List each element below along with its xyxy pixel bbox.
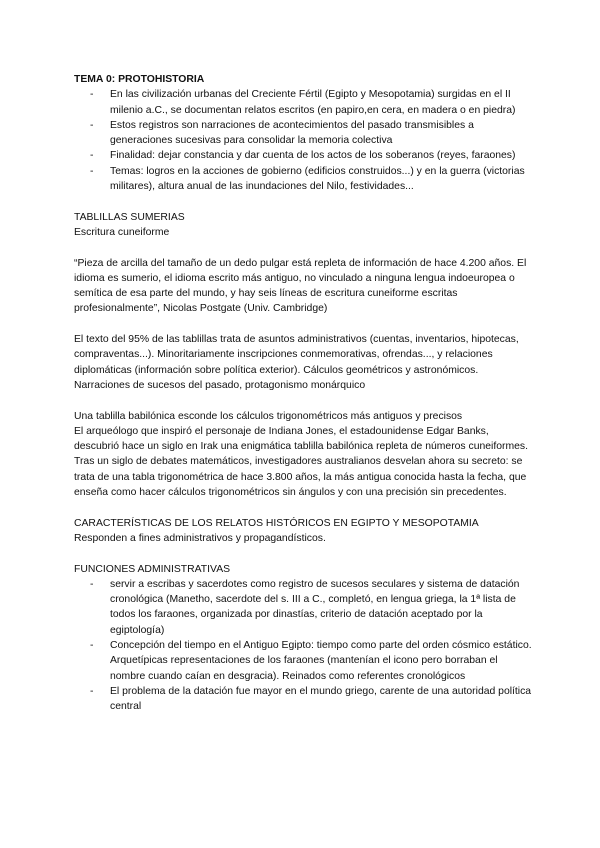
bullet-dash: - xyxy=(90,685,94,697)
section-subheading: Escritura cuneiforme xyxy=(74,226,170,238)
list-item xyxy=(74,684,534,715)
spacer xyxy=(74,194,534,209)
bullet-dash: - xyxy=(90,165,94,177)
list-item xyxy=(74,577,534,638)
list-item-text: Concepción del tiempo en el Antiguo Egipto: tiempo como parte del orden cósmico estático. Arquetípicas representaciones de los faraones (mantenían el icono pero borraban el nombre cuando caían en desgracia). Reinados como referentes cronológicos xyxy=(110,639,532,682)
spacer xyxy=(74,240,534,255)
list-item xyxy=(74,148,534,163)
bullet-dash: - xyxy=(90,119,94,131)
list-item-text: En las civilización urbanas del Creciente Fértil (Egipto y Mesopotamia) surgidas en el II milenio a.C., se documentan relatos escritos (en papiro,en cera, en madera o en piedra) xyxy=(110,89,516,116)
list-item xyxy=(74,638,534,684)
paragraph-narraciones: Narraciones de sucesos del pasado, protagonismo monárquico xyxy=(74,379,366,391)
document-page xyxy=(74,72,534,714)
spacer xyxy=(74,317,534,332)
funciones-bullet-list xyxy=(74,577,534,715)
paragraph-caracteristicas: Responden a fines administrativos y propagandísticos. xyxy=(74,532,326,544)
bullet-dash: - xyxy=(90,150,94,162)
bullet-dash: - xyxy=(90,578,94,590)
document-title: TEMA 0: PROTOHISTORIA xyxy=(74,74,205,85)
paragraph-texto: El texto del 95% de las tablillas trata de asuntos administrativos (cuentas, inventarios, hipotecas, compraventas...). Minoritariamente inscripciones conmemorativas, ofrendas..., y relaciones diplomáticas (información sobre política exterior). Cálculos geométricos y astronómicos. xyxy=(74,334,519,376)
list-item xyxy=(74,87,534,118)
section-heading-funciones: FUNCIONES ADMINISTRATIVAS xyxy=(74,563,231,575)
paragraph-babilonica-body: El arqueólogo que inspiró el personaje de Indiana Jones, el estadounidense Edgar Banks, descubrió hace un siglo en Irak una enigmática tablilla babilónica repleta de números cuneiformes. Tras un siglo de debates matemáticos, investigadores australianos desvelan ahora su secreto: se trata de una tabla trigonométrica de hace 3.800 años, la más antigua conocida hasta la fecha, que enseña como hacer cálculos trigonométricos sin ángulos y con una precisión sin precedentes. xyxy=(74,425,528,499)
list-item xyxy=(74,164,534,195)
paragraph-babilonica-title: Una tablilla babilónica esconde los cálculos trigonométricos más antiguos y precisos xyxy=(74,410,463,422)
spacer xyxy=(74,546,534,561)
list-item-text: Estos registros son narraciones de acontecimientos del pasado transmisibles a generaciones sucesivas para consolidar la memoria colectiva xyxy=(110,119,474,147)
list-item xyxy=(74,118,534,149)
spacer xyxy=(74,500,534,515)
list-item-text: Finalidad: dejar constancia y dar cuenta de los actos de los soberanos (reyes, faraones) xyxy=(110,150,516,162)
bullet-dash: - xyxy=(90,639,94,651)
section-heading-caracteristicas: CARACTERÍSTICAS DE LOS RELATOS HISTÓRICOS EN EGIPTO Y MESOPOTAMIA xyxy=(74,517,479,529)
list-item-text: El problema de la datación fue mayor en el mundo griego, carente de una autoridad política central xyxy=(110,685,532,713)
spacer xyxy=(74,393,534,408)
section-heading-tablillas: TABLILLAS SUMERIAS xyxy=(74,211,185,223)
list-item-text: Temas: logros en la acciones de gobierno (edificios construidos...) y en la guerra (victorias militares), altura anual de las inundaciones del Nilo, festividades... xyxy=(110,165,525,193)
intro-bullet-list xyxy=(74,87,534,194)
quote-paragraph: “Pieza de arcilla del tamaño de un dedo pulgar está repleta de información de hace 4.200 años. El idioma es sumerio, el idioma escrito más antiguo, no vinculado a ninguna lengua indoeuropea o semítica de esa parte del mundo, y hay seis líneas de escritura cuneiforme escritas profesionalmente”, Nicolas Postgate (Univ. Cambridge) xyxy=(74,257,527,315)
bullet-dash: - xyxy=(90,89,94,101)
list-item-text: servir a escribas y sacerdotes como registro de sucesos seculares y sistema de datación cronológica (Manetho, sacerdote del s. III a C., completó, en lengua griega, la 1ª lista de todos los faraones, organizada por dinastías, criterio de datación aceptado por la egiptología) xyxy=(110,578,520,636)
